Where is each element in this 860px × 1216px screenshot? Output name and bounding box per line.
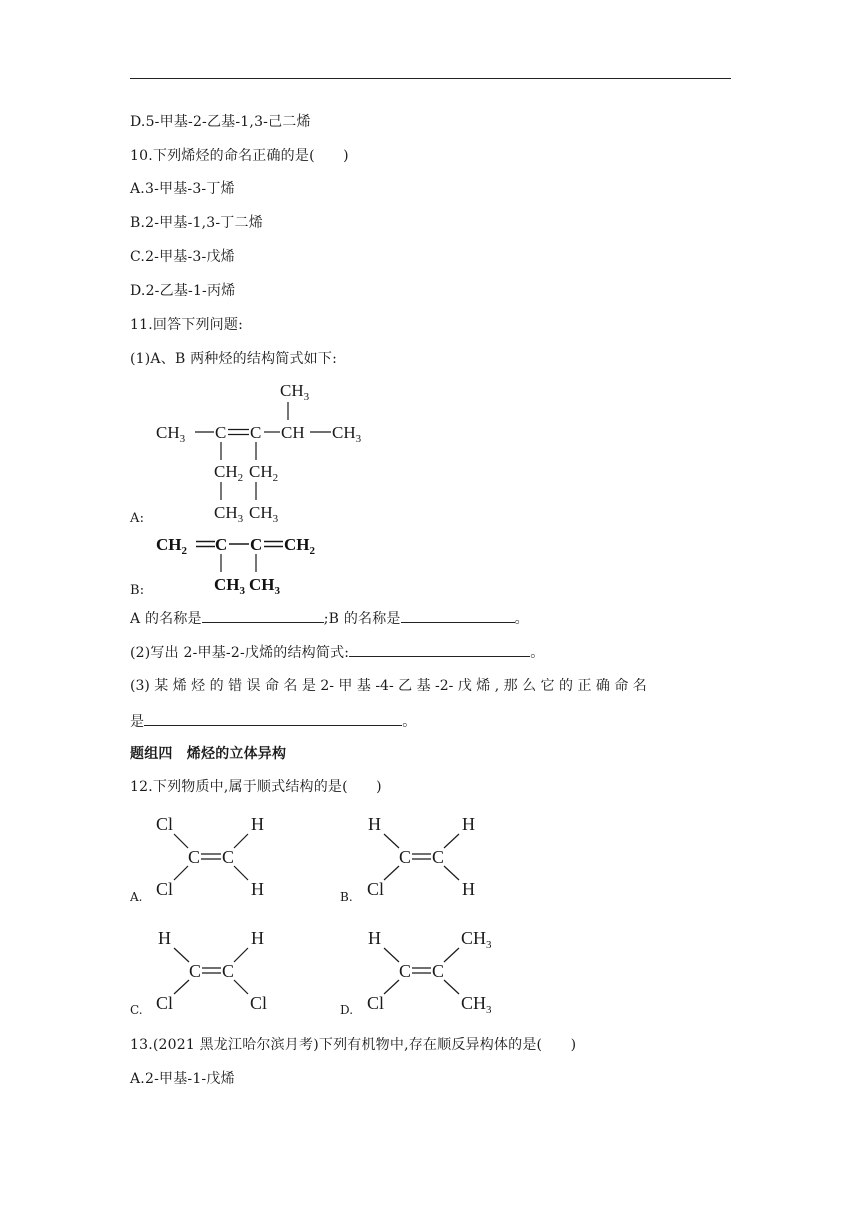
q11-part3-prefix: 是 — [130, 714, 145, 730]
struct-b-ch3-a: $CH_3$ — [214, 575, 245, 597]
mol-c-c2: C — [222, 961, 235, 981]
mol-d-bottom-left: Cl — [367, 993, 385, 1013]
structure-a-formula — [150, 378, 390, 528]
mol-c-top-right: H — [251, 928, 264, 948]
struct-a-top-ch3: $CH_3$ — [280, 381, 310, 403]
struct-a-ch2-a: $CH_2$ — [214, 462, 244, 484]
section-heading: 题组四 烯烃的立体异构 — [130, 746, 287, 762]
q10-option-a: A.3-甲基-3-丁烯 — [130, 181, 235, 197]
structure-b-label: B: — [130, 583, 145, 598]
blank-b-name[interactable] — [401, 608, 515, 623]
mol-d-top-left: H — [368, 928, 381, 948]
struct-a-ch3-a: $CH_3$ — [214, 503, 244, 525]
q11-a-prefix: A 的名称是 — [130, 611, 202, 627]
struct-a-ch3-left: $CH_3$ — [156, 423, 186, 445]
q12-molecule-a — [150, 812, 280, 902]
q10-stem: 10.下列烯烃的命名正确的是( ) — [130, 148, 349, 164]
mol-c-bottom-left: Cl — [156, 993, 174, 1013]
q12-stem: 12.下列物质中,属于顺式结构的是( ) — [130, 779, 382, 795]
struct-a-ch3-b: $CH_3$ — [249, 503, 279, 525]
struct-a-ch2-b: $CH_2$ — [249, 462, 279, 484]
struct-b-c2: C — [250, 535, 263, 554]
q11-stem: 11.回答下列问题: — [130, 317, 243, 333]
mol-a-bottom-right: H — [251, 879, 264, 899]
q11-part1: (1)A、B 两种烃的结构简式如下: — [130, 351, 337, 367]
q13-option-a: A.2-甲基-1-戊烯 — [130, 1071, 235, 1087]
q11-part2-text: (2)写出 2-甲基-2-戊烯的结构简式: — [130, 645, 350, 661]
mol-b-top-left: H — [368, 814, 381, 834]
mol-a-c2: C — [222, 847, 235, 867]
mol-b-bottom-right: H — [462, 879, 475, 899]
blank-structure[interactable] — [349, 642, 530, 657]
struct-a-ch: CH — [281, 423, 305, 442]
structure-a-label: A: — [130, 511, 145, 526]
q12-molecule-c — [150, 926, 280, 1016]
q11-part3-line1: (3) 某 烯 烃 的 错 误 命 名 是 2- 甲 基 -4- 乙 基 -2- 戊 烯 , 那 么 它 的 正 确 命 名 — [130, 678, 647, 694]
mol-d-c1: C — [399, 961, 412, 981]
mol-a-c1: C — [188, 847, 201, 867]
q11-part3-line2 — [130, 711, 416, 731]
blank-correct-name[interactable] — [144, 711, 402, 726]
q12-option-d-label: D. — [340, 1003, 354, 1017]
q12-molecule-b — [362, 812, 492, 902]
header-rule — [130, 78, 731, 79]
q11-b-prefix: ;B 的名称是 — [323, 611, 401, 627]
q13-stem: 13.(2021 黑龙江哈尔滨月考)下列有机物中,存在顺反异构体的是( ) — [130, 1037, 577, 1053]
struct-b-ch2-right: $CH_2$ — [284, 535, 315, 557]
q11-end-mark: 。 — [514, 611, 529, 627]
mol-d-c2: C — [432, 961, 445, 981]
q9-option-d: D.5-甲基-2-乙基-1,3-己二烯 — [130, 114, 311, 130]
mol-a-top-left: Cl — [156, 814, 174, 834]
q12-option-c-label: C. — [130, 1003, 143, 1017]
q12-option-a-label: A. — [130, 890, 143, 904]
mol-d-bottom-right: $CH_3$ — [461, 993, 492, 1016]
q11-part3-end-mark: 。 — [402, 714, 417, 730]
mol-c-top-left: H — [158, 928, 171, 948]
mol-b-c1: C — [399, 847, 412, 867]
struct-a-c2: C — [250, 423, 262, 442]
q12-option-b-label: B. — [340, 890, 353, 904]
q10-option-d: D.2-乙基-1-丙烯 — [130, 283, 236, 299]
struct-a-ch3-right: $CH_3$ — [332, 423, 362, 445]
q10-option-c: C.2-甲基-3-戊烯 — [130, 249, 235, 265]
struct-b-ch3-b: $CH_3$ — [249, 575, 280, 597]
struct-b-c1: C — [215, 535, 228, 554]
mol-c-bottom-right: Cl — [250, 993, 268, 1013]
struct-b-ch2-left: $CH_2$ — [156, 535, 187, 557]
q11-part2-end-mark: 。 — [530, 645, 545, 661]
mol-b-c2: C — [432, 847, 445, 867]
structure-b-formula — [150, 532, 350, 602]
struct-a-c1: C — [215, 423, 227, 442]
mol-d-top-right: $CH_3$ — [461, 928, 492, 951]
blank-a-name[interactable] — [202, 608, 324, 623]
mol-b-top-right: H — [462, 814, 475, 834]
mol-b-bottom-left: Cl — [367, 879, 385, 899]
mol-c-c1: C — [189, 961, 202, 981]
mol-a-bottom-left: Cl — [156, 879, 174, 899]
q11-part1-answer — [130, 608, 529, 628]
q10-option-b: B.2-甲基-1,3-丁二烯 — [130, 215, 263, 231]
q12-molecule-d — [362, 926, 512, 1016]
mol-a-top-right: H — [251, 814, 264, 834]
q11-part2 — [130, 642, 544, 662]
